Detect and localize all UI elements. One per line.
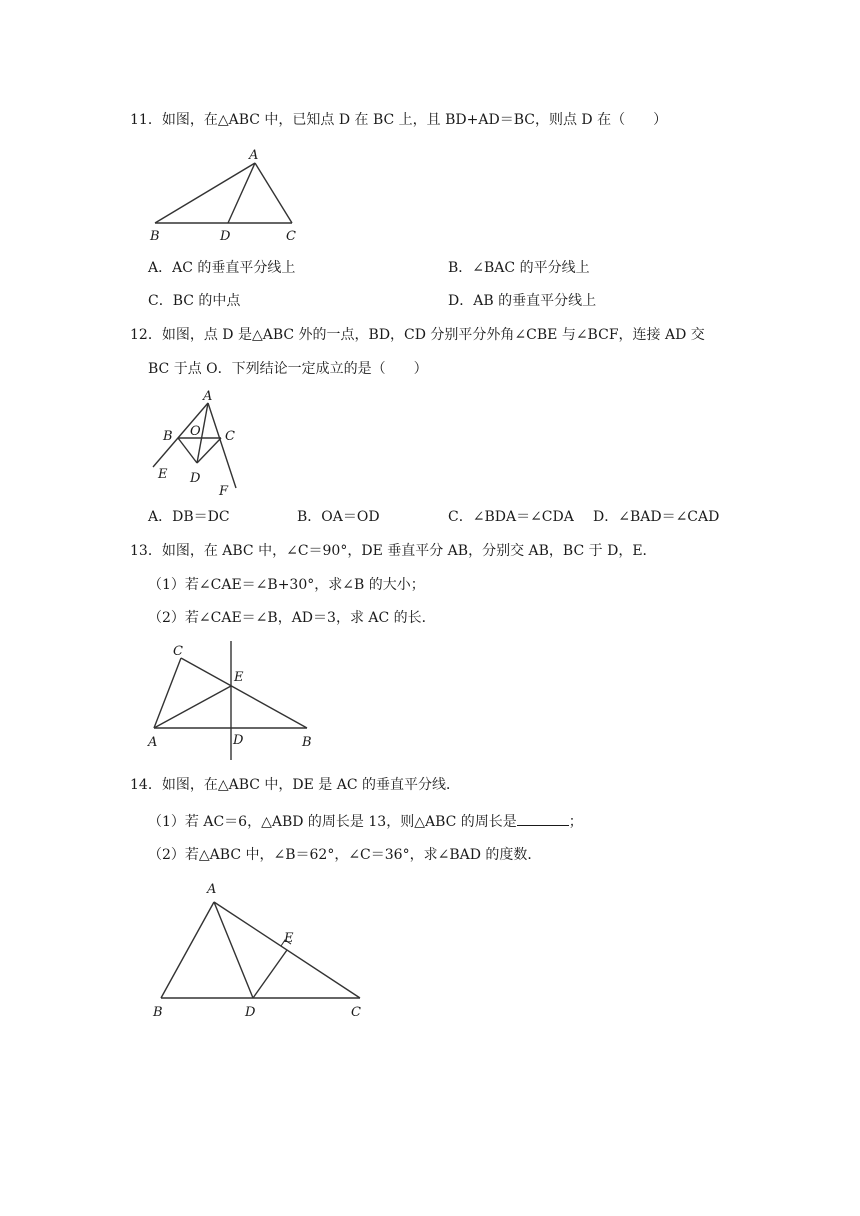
q13-segment-cb	[181, 658, 307, 728]
q12-label-e: E	[158, 467, 168, 482]
q12-label-o: O	[190, 424, 201, 439]
q13-label-b: B	[302, 735, 312, 750]
q13-label-e: E	[234, 670, 244, 685]
q13-segment-ae	[154, 686, 231, 728]
q12-label-d: D	[190, 471, 201, 486]
q12-option-c[interactable]: C．∠BDA＝∠CDA	[448, 509, 574, 525]
q14-label-c: C	[351, 1005, 361, 1020]
q12-label-b: B	[163, 429, 173, 444]
q11-segment-ac	[255, 163, 292, 223]
q11-stem: 11．如图，在△ABC 中，已知点 D 在 BC 上，且 BD+AD＝BC，则点 D 在（ ）	[130, 112, 668, 128]
q11-label-a: A	[249, 148, 259, 163]
q12-option-b[interactable]: B．OA＝OD	[297, 509, 380, 525]
q14-part1	[148, 811, 583, 832]
q12-stem-line2: BC 于点 O．下列结论一定成立的是（ ）	[148, 361, 428, 377]
q11-option-c[interactable]: C．BC 的中点	[148, 293, 241, 309]
q11-label-b: B	[150, 229, 160, 244]
q13-label-c: C	[173, 644, 183, 659]
q14-part1-end: ；	[568, 814, 583, 830]
q14-label-b: B	[153, 1005, 163, 1020]
q14-figure	[145, 878, 375, 1023]
q14-segment-ab	[161, 902, 214, 998]
q14-label-a: A	[207, 882, 217, 897]
q13-stem: 13．如图，在 ABC 中，∠C＝90°，DE 垂直平分 AB，分别交 AB，BC 于 D，E．	[130, 543, 657, 559]
q12-label-c: C	[225, 429, 235, 444]
q13-figure	[140, 638, 330, 768]
q14-segment-ad	[214, 902, 253, 998]
q11-label-d: D	[220, 229, 231, 244]
q12-label-f: F	[219, 484, 229, 499]
q12-figure	[145, 385, 255, 500]
q14-segment-de	[253, 950, 287, 998]
q13-segment-ca	[154, 658, 181, 728]
q14-label-e: E	[284, 931, 294, 946]
q11-option-a[interactable]: A．AC 的垂直平分线上	[148, 260, 296, 276]
q12-segment-bd	[178, 438, 197, 463]
q13-label-d: D	[233, 733, 244, 748]
q14-answer-blank[interactable]	[517, 811, 569, 826]
q13-label-a: A	[148, 735, 158, 750]
q13-part2: （2）若∠CAE＝∠B，AD＝3，求 AC 的长．	[148, 610, 436, 626]
q11-option-b[interactable]: B．∠BAC 的平分线上	[448, 260, 590, 276]
q11-segment-ad	[228, 163, 255, 223]
q11-option-d[interactable]: D．AB 的垂直平分线上	[448, 293, 597, 309]
q14-label-d: D	[245, 1005, 256, 1020]
q12-ray-af	[208, 403, 236, 488]
q13-part1: （1）若∠CAE＝∠B+30°，求∠B 的大小；	[148, 577, 425, 593]
q12-option-a[interactable]: A．DB＝DC	[148, 509, 230, 525]
q11-figure	[140, 145, 320, 245]
q12-stem-line1: 12．如图，点 D 是△ABC 外的一点，BD，CD 分别平分外角∠CBE 与∠BCF，连接 AD 交	[130, 327, 705, 343]
q14-stem: 14．如图，在△ABC 中，DE 是 AC 的垂直平分线．	[130, 777, 461, 793]
q12-option-d[interactable]: D．∠BAD＝∠CAD	[593, 509, 720, 525]
q12-label-a: A	[203, 389, 213, 404]
q11-label-c: C	[286, 229, 296, 244]
q11-segment-ab	[155, 163, 255, 223]
q14-part1-text: （1）若 AC＝6，△ABD 的周长是 13，则△ABC 的周长是	[148, 814, 517, 830]
q14-part2: （2）若△ABC 中，∠B＝62°，∠C＝36°，求∠BAD 的度数．	[148, 847, 542, 863]
